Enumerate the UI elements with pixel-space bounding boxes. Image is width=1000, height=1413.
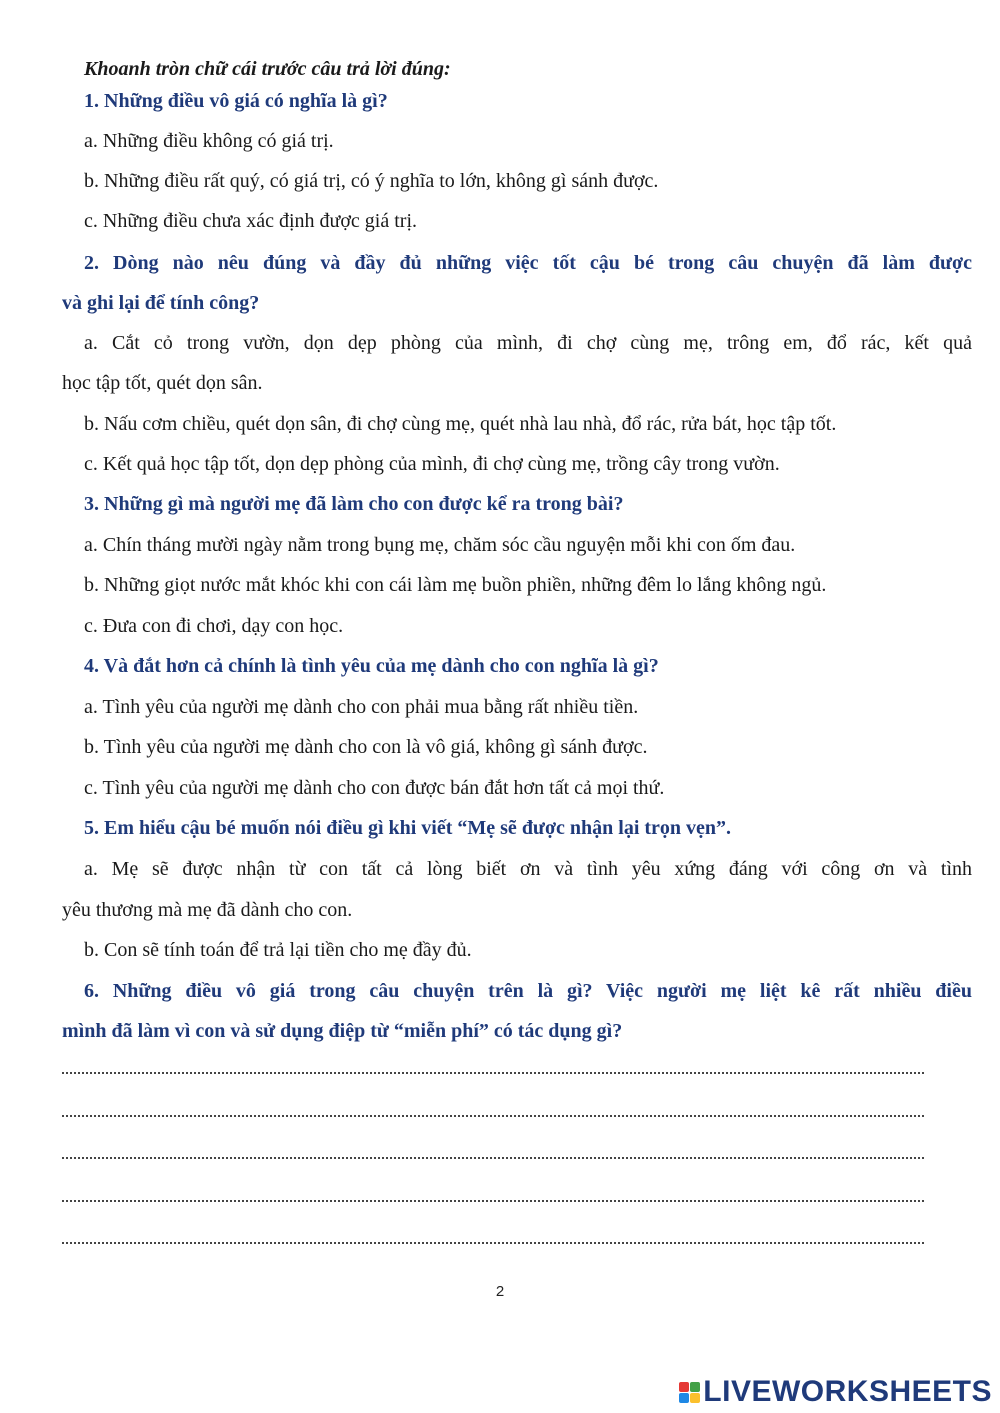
answer-dotted-line[interactable] <box>62 1198 924 1202</box>
answer-option[interactable]: a. Cắt cỏ trong vườn, dọn dẹp phòng của mình, đi chợ cùng mẹ, trông em, đổ rác, kết quả <box>84 332 972 354</box>
answer-dotted-line[interactable] <box>62 1155 924 1159</box>
question-6-line: 6. Những điều vô giá trong câu chuyện trên là gì? Việc người mẹ liệt kê rất nhiều điều <box>84 980 972 1002</box>
answer-dotted-line[interactable] <box>62 1240 924 1244</box>
answer-option[interactable]: b. Nấu cơm chiều, quét dọn sân, đi chợ cùng mẹ, quét nhà lau nhà, đổ rác, rửa bát, học tập tốt. <box>84 413 837 435</box>
brand-icon-square <box>690 1393 700 1403</box>
question-4-line: 4. Và đắt hơn cả chính là tình yêu của mẹ dành cho con nghĩa là gì? <box>84 655 659 677</box>
answer-dotted-line[interactable] <box>62 1070 924 1074</box>
answer-option[interactable]: a. Tình yêu của người mẹ dành cho con phải mua bằng rất nhiều tiền. <box>84 696 639 718</box>
answer-option[interactable]: b. Con sẽ tính toán để trả lại tiền cho mẹ đầy đủ. <box>84 939 472 961</box>
answer-option[interactable]: b. Tình yêu của người mẹ dành cho con là vô giá, không gì sánh được. <box>84 736 648 758</box>
answer-option[interactable]: a. Mẹ sẽ được nhận từ con tất cả lòng biết ơn và tình yêu xứng đáng với công ơn và tình <box>84 858 972 880</box>
liveworksheets-logo <box>679 1375 992 1409</box>
question-2-line: và ghi lại để tính công? <box>62 292 260 314</box>
answer-option[interactable]: a. Những điều không có giá trị. <box>84 130 334 152</box>
brand-icon <box>679 1382 700 1403</box>
question-2-line: 2. Dòng nào nêu đúng và đầy đủ những việc tốt cậu bé trong câu chuyện đã làm được <box>84 252 972 274</box>
brand-icon-square <box>679 1382 689 1392</box>
answer-option[interactable]: a. Chín tháng mười ngày nằm trong bụng mẹ, chăm sóc cầu nguyện mỗi khi con ốm đau. <box>84 534 796 556</box>
brand-icon-square <box>690 1382 700 1392</box>
answer-option[interactable]: yêu thương mà mẹ đã dành cho con. <box>62 899 353 921</box>
brand-text: LIVEWORKSHEETS <box>703 1375 992 1408</box>
answer-dotted-line[interactable] <box>62 1113 924 1117</box>
page-number: 2 <box>495 1283 505 1300</box>
answer-option[interactable]: b. Những giọt nước mắt khóc khi con cái làm mẹ buồn phiền, những đêm lo lắng không ngủ. <box>84 574 827 596</box>
answer-option[interactable]: c. Đưa con đi chơi, dạy con học. <box>84 615 344 637</box>
question-3-line: 3. Những gì mà người mẹ đã làm cho con được kể ra trong bài? <box>84 493 624 515</box>
answer-option[interactable]: c. Kết quả học tập tốt, dọn dẹp phòng của mình, đi chợ cùng mẹ, trồng cây trong vườn. <box>84 453 780 475</box>
answer-option[interactable]: học tập tốt, quét dọn sân. <box>62 372 263 394</box>
question-6-line: mình đã làm vì con và sử dụng điệp từ “miễn phí” có tác dụng gì? <box>62 1020 623 1042</box>
answer-option[interactable]: c. Tình yêu của người mẹ dành cho con được bán đắt hơn tất cả mọi thứ. <box>84 777 665 799</box>
answer-option[interactable]: b. Những điều rất quý, có giá trị, có ý nghĩa to lớn, không gì sánh được. <box>84 170 659 192</box>
question-5-line: 5. Em hiểu cậu bé muốn nói điều gì khi viết “Mẹ sẽ được nhận lại trọn vẹn”. <box>84 817 732 839</box>
answer-option[interactable]: c. Những điều chưa xác định được giá trị. <box>84 210 417 232</box>
brand-icon-square <box>679 1393 689 1403</box>
question-1-line: 1. Những điều vô giá có nghĩa là gì? <box>84 90 388 112</box>
instruction-text: Khoanh tròn chữ cái trước câu trả lời đúng: <box>84 58 451 80</box>
